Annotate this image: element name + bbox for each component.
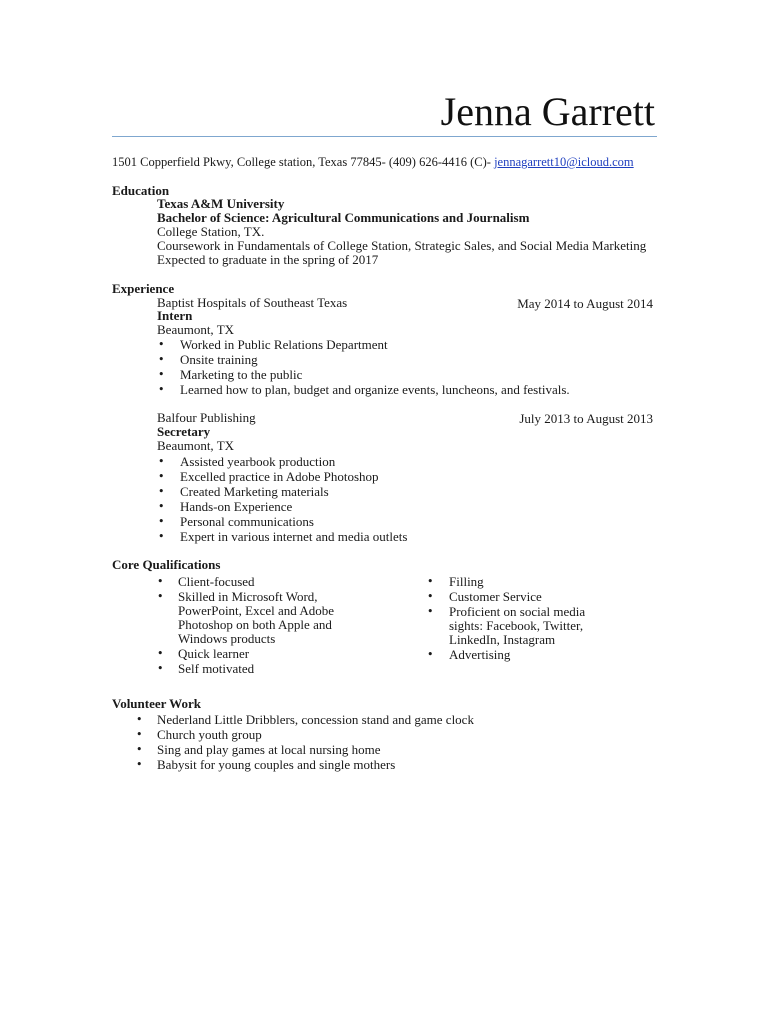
- bullet-icon: •: [427, 605, 434, 618]
- education-location: College Station, TX.: [157, 224, 265, 239]
- list-item: Skilled in Microsoft Word,: [178, 589, 318, 604]
- header-divider: [112, 136, 657, 137]
- list-item: Advertising: [449, 647, 511, 662]
- bullet-icon: •: [158, 338, 165, 351]
- job-employer: Baptist Hospitals of Southeast Texas: [157, 295, 348, 310]
- list-item: Created Marketing materials: [180, 484, 329, 499]
- bullet-icon: •: [158, 455, 165, 468]
- list-item: Customer Service: [449, 589, 542, 604]
- job-employer: Balfour Publishing: [157, 410, 256, 425]
- list-item: Proficient on social media: [449, 604, 586, 619]
- education-coursework: Coursework in Fundamentals of College Station, Strategic Sales, and Social Media Marketing: [157, 238, 647, 253]
- list-item: Assisted yearbook production: [180, 454, 336, 469]
- list-item: Expert in various internet and media outlets: [180, 529, 408, 544]
- job-location: Beaumont, TX: [157, 322, 235, 337]
- list-item: Marketing to the public: [180, 367, 303, 382]
- job-dates: July 2013 to August 2013: [519, 411, 653, 426]
- list-item-continued: Photoshop on both Apple and: [178, 617, 332, 632]
- list-item: Worked in Public Relations Department: [180, 337, 388, 352]
- list-item-continued: LinkedIn, Instagram: [449, 632, 556, 647]
- list-item: Nederland Little Dribblers, concession stand and game clock: [157, 712, 474, 727]
- list-item-continued: PowerPoint, Excel and Adobe: [178, 603, 334, 618]
- job-location: Beaumont, TX: [157, 438, 235, 453]
- qualifications-heading: Core Qualifications: [112, 557, 221, 572]
- bullet-icon: •: [158, 515, 165, 528]
- bullet-icon: •: [158, 470, 165, 483]
- experience-heading: Experience: [112, 281, 175, 296]
- bullet-icon: •: [158, 485, 165, 498]
- list-item-continued: sights: Facebook, Twitter,: [449, 618, 584, 633]
- bullet-icon: •: [157, 647, 164, 660]
- education-degree: Bachelor of Science: Agricultural Communications and Journalism: [157, 210, 530, 225]
- bullet-icon: •: [427, 648, 434, 661]
- list-item: Learned how to plan, budget and organize events, luncheons, and festivals.: [180, 382, 570, 397]
- email-link[interactable]: jennagarrett10@icloud.com: [494, 155, 634, 169]
- education-school: Texas A&M University: [157, 196, 285, 211]
- education-expected: Expected to graduate in the spring of 2017: [157, 252, 379, 267]
- candidate-name: Jenna Garrett: [440, 89, 655, 134]
- contact-line: [112, 155, 634, 170]
- bullet-icon: •: [157, 575, 164, 588]
- contact-text: 1501 Copperfield Pkwy, College station, Texas 77845- (409) 626-4416 (C)-: [112, 155, 495, 169]
- bullet-icon: •: [136, 728, 143, 741]
- education-heading: Education: [112, 183, 170, 198]
- bullet-icon: •: [157, 662, 164, 675]
- bullet-icon: •: [158, 353, 165, 366]
- list-item: Babysit for young couples and single mothers: [157, 757, 396, 772]
- list-item: Filling: [449, 574, 484, 589]
- bullet-icon: •: [427, 575, 434, 588]
- list-item-continued: Windows products: [178, 631, 276, 646]
- list-item: Sing and play games at local nursing home: [157, 742, 381, 757]
- bullet-icon: •: [136, 713, 143, 726]
- bullet-icon: •: [158, 500, 165, 513]
- list-item: Hands-on Experience: [180, 499, 293, 514]
- job-title: Intern: [157, 308, 193, 323]
- list-item: Client-focused: [178, 574, 255, 589]
- job-dates: May 2014 to August 2014: [517, 296, 653, 311]
- list-item: Self motivated: [178, 661, 255, 676]
- list-item: Church youth group: [157, 727, 262, 742]
- bullet-icon: •: [158, 530, 165, 543]
- bullet-icon: •: [158, 383, 165, 396]
- list-item: Onsite training: [180, 352, 258, 367]
- bullet-icon: •: [427, 590, 434, 603]
- volunteer-heading: Volunteer Work: [112, 696, 201, 711]
- bullet-icon: •: [136, 743, 143, 756]
- list-item: Excelled practice in Adobe Photoshop: [180, 469, 379, 484]
- list-item: Personal communications: [180, 514, 314, 529]
- bullet-icon: •: [158, 368, 165, 381]
- bullet-icon: •: [157, 590, 164, 603]
- bullet-icon: •: [136, 758, 143, 771]
- list-item: Quick learner: [178, 646, 250, 661]
- job-title: Secretary: [157, 424, 211, 439]
